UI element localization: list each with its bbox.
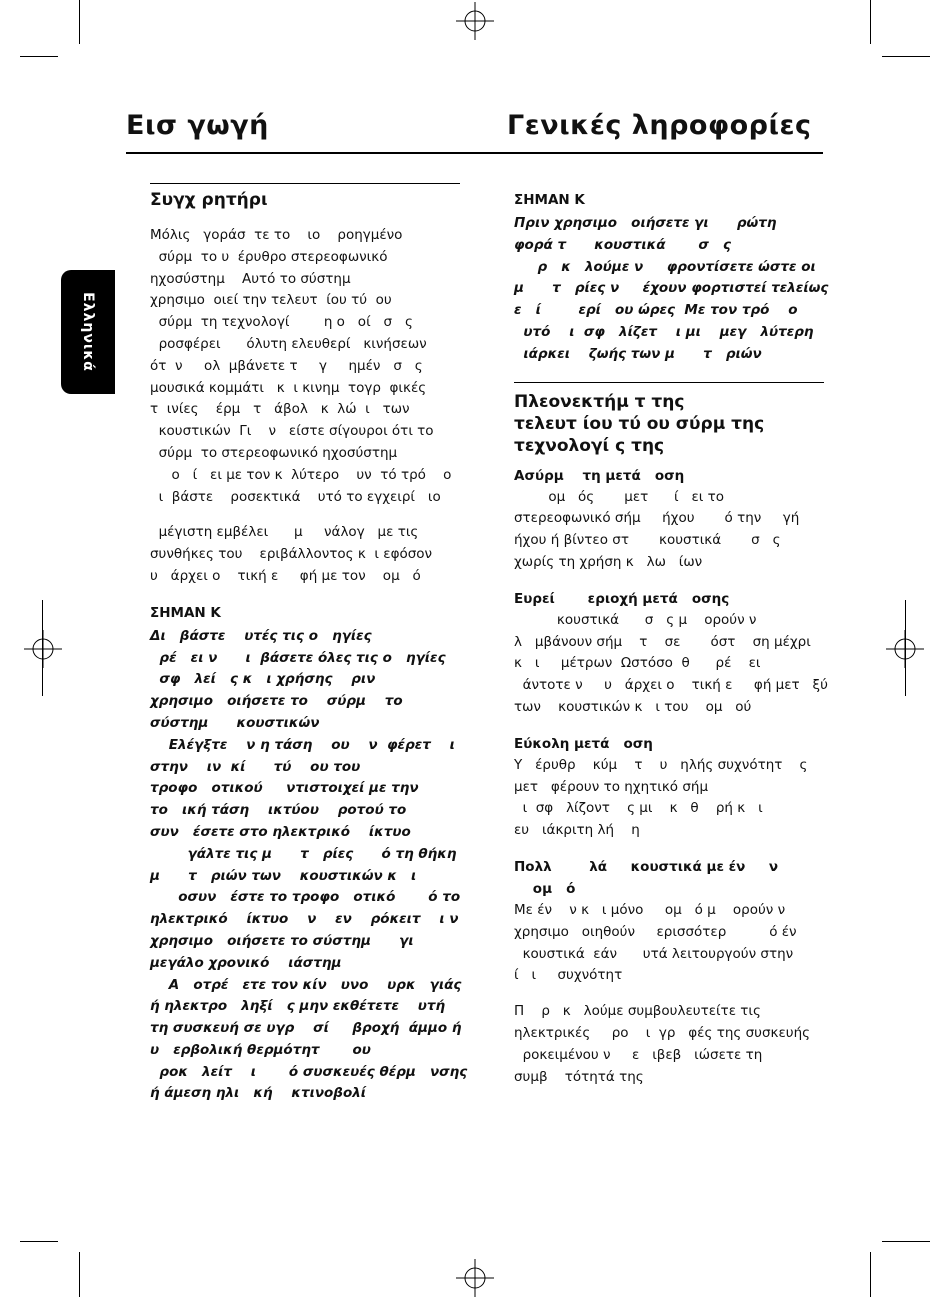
note-line: σύστημ κουστικών [150,714,320,731]
crop-mark-tl-h [20,56,58,57]
text-line: στερεοφωνικό σήμ ήχου ό την γή [514,510,800,527]
text-line: σύρμ τη τεχνολογί η ο οί σ ς [150,314,413,331]
text-line: κ ι μέτρων Ωστόσο θ ρέ ει [514,655,761,672]
page-title-left: Εισ γωγή [126,110,269,141]
note-line: συν έσετε στο ηλεκτρικό ίκτυο [150,823,411,840]
text-line: συμβ τότητά της [514,1068,644,1085]
text-line: ήχου ή βίντεο στ κουστικά σ ς [514,532,781,549]
text-line: κουστικά εάν υτά λειτουργούν στην [514,945,794,962]
note-line: μεγάλο χρονικό ιάστημ [150,954,342,971]
text-line: ροσφέρει όλυτη ελευθερί κινήσεων [150,335,427,352]
left-column [150,189,468,1105]
note-heading-right: ΣΗΜΑΝ Κ [514,192,585,208]
text-line: ροκειμένου ν ε ιβεβ ιώσετε τη [514,1046,763,1063]
subsection-heading: Πολλ λά κουστικά με έν ν [514,858,779,875]
text-line: ηχοσύστημ Αυτό το σύστημ [150,270,351,287]
note-line: το ική τάση ικτύου ροτού το [150,802,407,819]
crop-mark-br-v [870,1252,871,1297]
note-line: ροκ λείτ ι ό συσκευές θέρμ νσης [150,1063,468,1080]
note-line: ρέ ει ν ι βάσετε όλες τις ο ηγίες [150,649,446,666]
text-line: ί ι συχνότητ [514,967,623,984]
crop-mark-bl-v [79,1252,80,1297]
note-line: οσυν έστε το τροφο οτικό ό το [150,889,461,906]
subsection-heading: Ασύρμ τη μετά οση [514,467,685,484]
note-line: υ ερβολική θερμότητ ου [150,1041,371,1058]
subsection-range [514,588,828,719]
text-line: Με έν ν κ ι μόνο ομ ό μ ορούν ν [514,901,786,918]
section-title-introduction: Συγχ ρητήρι [150,190,268,210]
header-divider [126,152,823,154]
subsection-heading: Ευρεί εριοχή μετά οσης [514,590,730,607]
language-tab-label: Ελληνικά [80,292,96,372]
note-line: μ τ ριών των κουστικών κ ι [150,867,417,884]
crop-mark-bl-h [20,1241,58,1242]
text-line: κουστικών Γι ν είστε σίγουροι ότι το [150,423,434,440]
text-line: ηλεκτρικές ρο ι γρ φές της συσκευής [514,1024,811,1041]
text-line: Υ έρυθρ κύμ τ υ ηλής συχνότητ ς [514,756,808,773]
note-heading-left: ΣΗΜΑΝ Κ [150,604,221,621]
battery-note [514,213,829,366]
note-line: ιάρκει ζωής των μ τ ριών [514,345,762,362]
note-line: τροφο οτικού ντιστοιχεί με την [150,780,419,797]
text-line: μουσικά κομμάτι κ ι κινημ τογρ φικές [150,379,427,396]
text-line: σύρμ το υ έρυθρο στερεοφωνικό [150,248,388,265]
text-line: συνθήκες του εριβάλλοντος κ ι εφόσον [150,546,433,563]
crop-mark-tr-h [882,56,930,57]
crop-mark-tr-v [870,0,871,44]
left-section-divider [150,183,460,184]
text-line: ότ ν ολ μβάνετε τ γ ημέν σ ς [150,357,423,374]
text-line: χρησιμο οιεί την τελευτ ίου τύ ου [150,292,392,309]
intro-paragraph-1 [150,225,460,508]
closing-paragraph [514,1001,824,1088]
note-line: ηλεκτρικό ίκτυο ν εν ρόκειτ ι ν [150,911,459,928]
text-line: Π ρ κ λούμε συμβουλευτείτε τις [514,1003,761,1020]
note-line: μ τ ρίες ν έχουν φορτιστεί τελείως [514,280,829,297]
note-line: φορά τ κουστικά σ ς [514,236,732,253]
language-tab [61,270,115,394]
right-column [514,189,829,1102]
text-line: λ μβάνουν σήμ τ σε όστ ση μέχρι [514,633,811,650]
title-line: τεχνολογί ς της [514,435,665,456]
registration-mark-top-icon [456,2,494,40]
subsection-wireless [514,465,824,574]
note-line: Α οτρέ ετε τον κίν υνο υρκ γιάς [150,976,462,993]
registration-mark-left-icon [24,630,62,668]
crop-mark-tl-v [79,0,80,44]
crop-mark-br-h [882,1241,930,1242]
subsection-heading: Εύκολη μετά οση [514,735,653,752]
note-line: χρησιμο οιήσετε το σύστημ γι [150,932,414,949]
text-line: σύρμ το στερεοφωνικό ηχοσύστημ [150,444,398,461]
text-line: μετ φέρουν το ηχητικό σήμ [514,778,709,795]
note-line: ή άμεση ηλι κή κτινοβολί [150,1085,367,1102]
side-tick-right [905,600,906,696]
text-line: ομ ός μετ ί ει το [514,488,725,505]
text-line: μέγιστη εμβέλει μ νάλογ με τις [150,524,419,541]
registration-mark-bottom-icon [456,1259,494,1297]
title-line: τελευτ ίου τύ ου σύρμ της [514,413,765,434]
note-line: ρ κ λούμε ν φροντίσετε ώστε οι [514,258,816,275]
text-line: χρησιμο οιηθούν ερισσότερ ό έν [514,923,797,940]
text-line: Μόλις γοράσ τε το ιο ροηγμένο [150,227,403,243]
note-line: ή ηλεκτρο ληξί ς μην εκθέτετε υτή [150,998,446,1015]
text-line: ο ί ει με τον κ λύτερο υν τό τρό ο [150,466,452,483]
title-line: Πλεονεκτήμ τ της [514,391,685,412]
note-line: Πριν χρησιμο οιήσετε γι ρώτη [514,215,777,231]
text-line: υ άρχει ο τική ε φή με τον ομ ό [150,567,421,584]
section-title-advantages [514,391,824,457]
note-line: υτό ι σφ λίζετ ι μι μεγ λύτερη [514,323,814,340]
subsection-easy-transmission [514,733,824,842]
note-line: ε ί ερί ου ώρες Με τον τρό ο [514,302,798,319]
text-line: των κουστικών κ ι του ομ ού [514,698,752,715]
text-line: άντοτε ν υ άρχει ο τική ε φή μετ ξύ [514,677,828,694]
note-line: σφ λεί ς κ ι χρήσης ριν [150,671,376,688]
side-tick-left [42,600,43,696]
subsection-heading-cont: ομ ό [514,880,576,897]
text-line: τ ινίες έρμ τ άβολ κ λώ ι των [150,401,410,418]
intro-paragraph-2 [150,522,460,587]
text-line: ι σφ λίζοντ ς μι κ θ ρή κ ι [514,800,763,817]
note-line: χρησιμο οιήσετε το σύρμ το [150,693,403,710]
text-line: ευ ιάκριτη λή η [514,822,640,839]
note-line: στην ιν κί τύ ου του [150,758,361,775]
right-section-divider [514,382,824,383]
note-line: τη συσκευή σε υγρ σί βροχή άμμο ή [150,1020,462,1037]
note-line: γάλτε τις μ τ ρίες ό τη θήκη [150,845,457,862]
note-line: Δι βάστε υτές τις ο ηγίες [150,627,372,644]
text-line: χωρίς τη χρήση κ λω ίων [514,553,703,570]
text-line: κουστικά σ ς μ ορούν ν [514,611,757,628]
subsection-multiple-headphones [514,856,824,987]
page-title-right: Γενικές ληροφορίες [507,110,812,141]
text-line: ι βάστε ροσεκτικά υτό το εγχειρί ιο [150,488,441,505]
note-line: Ελέγξτε ν η τάση ου ν φέρετ ι [150,736,455,753]
safety-notes [150,626,468,1106]
